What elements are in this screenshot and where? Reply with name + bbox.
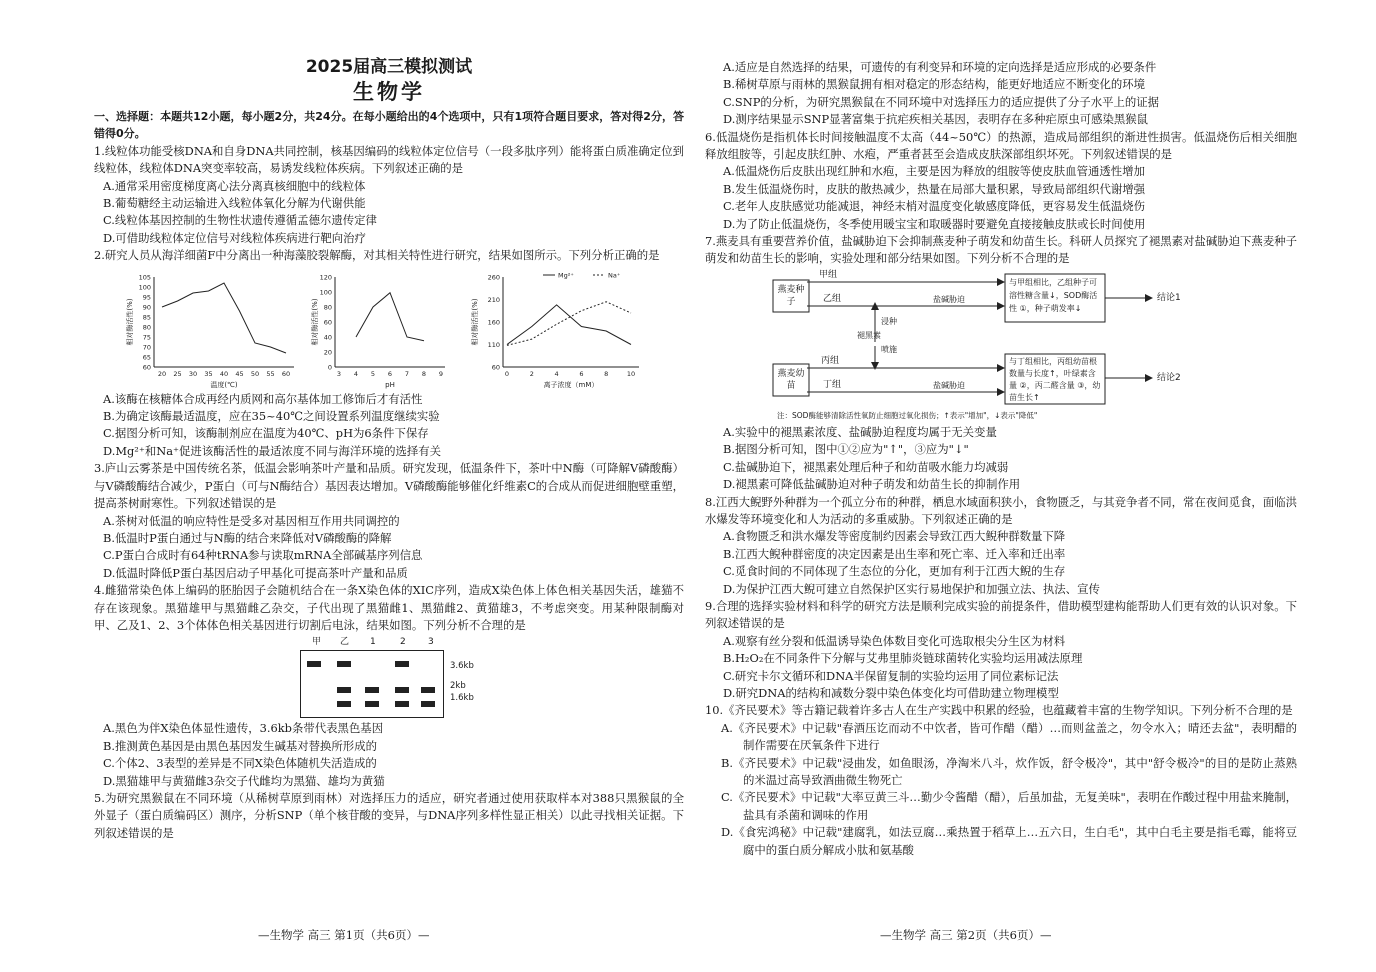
y-tick-label: 75 xyxy=(142,333,151,342)
x-tick-label: 60 xyxy=(281,369,291,378)
x-tick-label: 10 xyxy=(626,369,636,378)
x-tick-label: 7 xyxy=(404,369,410,378)
q7-option-d: D.褪黑素可降低盐碱胁迫对种子萌发和幼苗生长的抑制作用 xyxy=(723,477,1021,492)
left-column xyxy=(94,56,684,842)
lane-label: 甲 xyxy=(312,637,322,648)
conclusion-1: 结论1 xyxy=(1157,292,1181,303)
x-tick-label: 5 xyxy=(370,369,376,378)
q8-option-b: B.江西大鲵种群密度的决定因素是出生率和死亡率、迁入率和迁出率 xyxy=(723,546,1066,561)
x-tick-label: 8 xyxy=(421,369,427,378)
q7-option-a: A.实验中的褪黑素浓度、盐碱胁迫程度均属于无关变量 xyxy=(723,424,997,439)
y-tick-label: 80 xyxy=(142,323,151,332)
x-tick-label: 3 xyxy=(336,369,342,378)
legend-label: Na⁺ xyxy=(608,271,621,280)
y-tick-label: 260 xyxy=(487,273,500,282)
q9-option-d: D.研究DNA的结构和减数分裂中染色体变化均可借助建立物理模型 xyxy=(723,685,1059,700)
q1-option-b: B.葡萄糖经主动运输进入线粒体氧化分解为代谢供能 xyxy=(103,196,366,211)
y-axis-label: 相对酶活性(%) xyxy=(311,298,319,346)
q8-option-a: A.食物匮乏和洪水爆发等密度制约因素会导致江西大鲵种群数量下降 xyxy=(723,529,1066,544)
y-tick-label: 60 xyxy=(491,363,500,372)
q6-option-a: A.低温烧伤后皮肤出现红肿和水疱，主要是因为释放的组胺等使皮肤血管通透性增加 xyxy=(723,164,1145,179)
series-line xyxy=(507,305,631,345)
q5-option-d: D.测序结果显示SNP显著富集于抗疟疾相关基因，表明存在多种疟原虫可感染黑猴鼠 xyxy=(723,112,1149,127)
q5-option-b: B.稀树草原与雨林的黑猴鼠拥有相对稳定的形态结构，能更好地适应不断变化的环境 xyxy=(723,77,1146,92)
gel-box xyxy=(300,650,444,718)
y-tick-label: 110 xyxy=(487,340,500,349)
x-axis-label: 离子浓度（mM） xyxy=(543,380,599,389)
gel-size-label: 2kb xyxy=(450,681,466,692)
q6-stem: 6.低温烧伤是指机体长时间接触温度不太高（44~50℃）的热源，造成局部组织的渐进性损害。低温烧伤后相关细胞释放组胺等，引起皮肤红肿、水疱，严重者甚至会造成皮肤深部组织坏死。下列叙述错误的是 xyxy=(705,129,1297,162)
gel-band xyxy=(395,687,409,693)
q7-option-c: C.盐碱胁迫下，褪黑素处理后种子和幼苗吸水能力均减弱 xyxy=(723,459,1009,474)
q3-option-b: B.低温时P蛋白通过与N酶的结合来降低对V磷酸酶的降解 xyxy=(103,530,392,545)
x-axis-label: 温度(℃) xyxy=(210,380,238,389)
x-tick-label: 2 xyxy=(529,369,534,378)
q10-option-d: D.《食宪鸿秘》中记载"建腐乳，如法豆腐…乘热置于稻草上…五六日，生白毛"，其中白毛主要是指毛霉，能将豆腐中的蛋白质分解成小肽和氨基酸 xyxy=(721,825,1297,857)
seedling-label: 燕麦幼苗 xyxy=(777,368,805,391)
q3-option-d: D.低温时降低P蛋白基因启动子甲基化可提高茶叶产量和品质 xyxy=(103,565,408,580)
y-tick-label: 100 xyxy=(138,283,151,292)
q1-option-d: D.可借助线粒体定位信号对线粒体疾病进行靶向治疗 xyxy=(103,230,366,245)
group-yi: 乙组 xyxy=(823,293,842,304)
x-tick-label: 20 xyxy=(157,369,167,378)
q4-option-b: B.推测黄色基因是由黑色基因发生碱基对替换所形成的 xyxy=(103,738,377,753)
lane-label: 2 xyxy=(400,637,406,648)
y-tick-label: 0 xyxy=(327,363,332,372)
footer-left: —生物学 高三 第1页（共6页）— xyxy=(258,928,430,942)
result-box-2: 与丁组相比，丙组幼苗根数量与长度↑，叶绿素含量 ②，丙二醛含量 ③，幼苗生长↑ xyxy=(1009,356,1101,402)
y-tick-label: 60 xyxy=(323,318,332,327)
q4-stem: 4.雌猫常染色体上编码的胚胎因子会随机结合在一条X染色体的XIC序列，造成X染色体上体色相关基因失活，雄猫不存在该现象。黑猫雄甲与黑猫雌乙杂交，子代出现了黑猫雌1、黑猫雌2、黄猫雄3，不考虑突变。用某种限制酶对甲、乙及1、2、3个体体色相关基因进行切割后电泳，结果如图。下列分析不合理的是 xyxy=(94,583,684,632)
q10-option-c: C.《齐民要术》中记载"大率豆黄三斗…勤少令酱醋（醋），后虽加盐，无复美味"，表明在作酸过程中用盐来腌制，盐具有杀菌和调味的作用 xyxy=(721,790,1297,822)
y-tick-label: 100 xyxy=(319,288,332,297)
gel-size-label: 3.6kb xyxy=(450,661,474,672)
y-axis-label: 相对酶活性(%) xyxy=(126,298,134,346)
page-title: 2025届高三模拟测试 xyxy=(305,57,473,77)
x-tick-label: 8 xyxy=(604,369,609,378)
x-tick-label: 40 xyxy=(219,369,229,378)
series-line xyxy=(507,301,631,345)
x-tick-label: 0 xyxy=(504,369,510,378)
q10-option-a: A.《齐民要术》中记载"春酒压讫而动不中饮者，皆可作醋（醋）…而则盆盖之，勿令水入；晴还去盆"，表明醋的制作需要在厌氧条件下进行 xyxy=(721,720,1297,753)
gel-band xyxy=(337,701,351,707)
x-tick-label: 50 xyxy=(250,369,260,378)
y-tick-label: 160 xyxy=(487,318,500,327)
x-tick-label: 30 xyxy=(188,369,198,378)
series-line xyxy=(162,283,286,353)
q2-figures xyxy=(94,269,684,389)
q2-option-c: C.据图分析可知，该酶制剂应在温度为40℃、pH为6条件下保存 xyxy=(103,426,429,441)
gel-band xyxy=(307,661,321,667)
ph-chart xyxy=(309,269,459,389)
temperature-chart xyxy=(124,269,304,389)
y-tick-label: 85 xyxy=(142,313,151,322)
q2-option-d: D.Mg²⁺和Na⁺促进该酶活性的最适浓度不同与海洋环境的选择有关 xyxy=(103,443,442,458)
q6-option-c: C.老年人皮肤感觉功能减退，神经末梢对温度变化敏感度降低，更容易发生低温烧伤 xyxy=(723,199,1145,214)
q2-stem: 2.研究人员从海洋细菌F中分离出一种海藻胶裂解酶，对其相关特性进行研究，结果如图所示。下列分析正确的是 xyxy=(94,248,660,263)
x-axis-label: pH xyxy=(385,380,395,389)
q9-option-c: C.研究卡尔文循环和DNA半保留复制的实验均运用了同位素标记法 xyxy=(723,668,1059,683)
group-bing: 丙组 xyxy=(821,355,840,366)
melatonin-label: 褪黑素 xyxy=(857,330,881,340)
q3-option-a: A.茶树对低温的响应特性是受多对基因相互作用共同调控的 xyxy=(103,513,400,528)
gel-size-labels xyxy=(450,660,474,704)
gel-lane-labels xyxy=(304,634,444,648)
y-tick-label: 80 xyxy=(323,303,332,312)
q10-stem: 10.《齐民要术》等古籍记载着许多古人在生产实践中积累的经验，也蕴藏着丰富的生物学知识。下列分析不合理的是 xyxy=(705,703,1293,718)
x-tick-label: 4 xyxy=(353,369,359,378)
q7-option-b: B.据图分析可知，图中①②应为"↑"，③应为"↓" xyxy=(723,442,969,457)
q10-option-b: B.《齐民要术》中记载"浸曲发，如鱼眼汤，净淘米八斗，炊作饭，舒令极冷"，其中"舒令极冷"的目的是防止蒸熟的米温过高导致酒曲微生物死亡 xyxy=(721,755,1297,787)
q7-diagram xyxy=(705,268,1297,424)
x-tick-label: 35 xyxy=(204,369,213,378)
salt-stress-label: 盐碱胁迫 xyxy=(933,294,965,304)
q1-option-c: C.线粒体基因控制的生物性状遗传遵循孟德尔遗传定律 xyxy=(103,213,377,228)
y-tick-label: 65 xyxy=(142,353,151,362)
x-tick-label: 25 xyxy=(173,369,182,378)
gel-band xyxy=(337,687,351,693)
salt-stress-label: 盐碱胁迫 xyxy=(933,380,965,390)
lane-label: 1 xyxy=(370,637,376,648)
x-tick-label: 4 xyxy=(554,369,559,378)
q9-option-b: B.H₂O₂在不同条件下分解与艾弗里肺炎链球菌转化实验均运用减法原理 xyxy=(723,651,1083,666)
x-tick-label: 6 xyxy=(387,369,393,378)
ion-chart xyxy=(469,269,649,389)
q3-option-c: C.P蛋白合成时有64种tRNA参与读取mRNA全部碱基序列信息 xyxy=(103,548,423,563)
gel-band xyxy=(421,687,435,693)
right-column xyxy=(705,59,1297,859)
subject-title: 生物学 xyxy=(353,80,425,104)
spray-label: 喷施 xyxy=(881,344,897,354)
footer-right: —生物学 高三 第2页（共6页）— xyxy=(880,928,1052,942)
q1-stem: 1.线粒体功能受核DNA和自身DNA共同控制，核基因编码的线粒体定位信号（一段多肽序列）能将蛋白质准确定位到线粒体，线粒体DNA突变率较高，易诱发线粒体疾病。下列叙述正确的是 xyxy=(94,143,684,176)
q2-option-a: A.该酶在核糖体合成再经内质网和高尔基体加工修饰后才有活性 xyxy=(103,391,423,406)
gel-band xyxy=(395,701,409,707)
q4-option-c: C.个体2、3表型的差异是不同X染色体随机失活造成的 xyxy=(103,756,377,771)
series-line xyxy=(356,292,424,340)
y-tick-label: 120 xyxy=(319,273,332,282)
section-instructions: 一、选择题：本题共12小题，每小题2分，共24分。在每小题给出的4个选项中，只有1项符合题目要求，答对得2分，答错得0分。 xyxy=(94,110,684,141)
x-tick-label: 45 xyxy=(235,369,244,378)
y-axis-label: 相对酶活性(%) xyxy=(471,298,479,346)
q4-gel-figure xyxy=(94,634,684,720)
q4-option-a: A.黑色为伴X染色体显性遗传，3.6kb条带代表黑色基因 xyxy=(103,721,384,736)
gel-band xyxy=(365,701,379,707)
q9-option-a: A.观察有丝分裂和低温诱导染色体数目变化可选取根尖分生区为材料 xyxy=(723,633,1066,648)
y-tick-label: 105 xyxy=(138,273,151,282)
x-tick-label: 6 xyxy=(579,369,584,378)
q9-stem: 9.合理的选择实验材料和科学的研究方法是顺利完成实验的前提条件，借助模型建构能帮助人们更有效的认识对象。下列叙述错误的是 xyxy=(705,598,1297,631)
y-tick-label: 210 xyxy=(487,295,500,304)
y-tick-label: 70 xyxy=(142,343,151,352)
q5-option-c: C.SNP的分析，为研究黑猴鼠在不同环境中对选择压力的适应提供了分子水平上的证据 xyxy=(723,94,1160,109)
diagram-note: 注：SOD酶能够清除活性氧防止细胞过氧化损伤；↑表示"增加"，↓表示"降低" xyxy=(777,410,1038,420)
lane-label: 乙 xyxy=(340,637,350,648)
y-tick-label: 20 xyxy=(323,348,332,357)
q5-option-a: A.适应是自然选择的结果，可遗传的有利变异和环境的定向选择是适应形成的必要条件 xyxy=(723,60,1157,74)
y-tick-label: 90 xyxy=(142,303,151,312)
q2-option-b: B.为确定该酶最适温度，应在35~40℃之间设置系列温度继续实验 xyxy=(103,409,440,424)
soak-label: 浸种 xyxy=(881,316,897,326)
legend-label: Mg²⁺ xyxy=(558,271,574,280)
seed-label: 燕麦种子 xyxy=(777,284,805,307)
gel-band xyxy=(337,661,351,667)
y-tick-label: 60 xyxy=(142,363,151,372)
y-tick-label: 40 xyxy=(323,333,332,342)
q8-option-c: C.觅食时间的不同体现了生态位的分化，更加有利于江西大鲵的生存 xyxy=(723,564,1066,579)
conclusion-2: 结论2 xyxy=(1157,372,1181,383)
group-jia: 甲组 xyxy=(819,269,838,280)
x-tick-label: 55 xyxy=(266,369,275,378)
q8-stem: 8.江西大鲵野外种群为一个孤立分布的种群，栖息水域面积狭小，食物匮乏，与其竞争者不同，常在夜间觅食，面临洪水爆发等环境变化和人为活动的多重威胁。下列叙述正确的是 xyxy=(705,494,1297,526)
gel-band xyxy=(395,661,409,667)
q7-stem: 7.燕麦具有重要营养价值，盐碱胁迫下会抑制燕麦种子萌发和幼苗生长。科研人员探究了褪黑素对盐碱胁迫下燕麦种子萌发和幼苗生长的影响，实验处理和部分结果如图。下列分析不合理的是 xyxy=(705,234,1297,266)
q4-option-d: D.黑猫雄甲与黄猫雌3杂交子代雌均为黑猫、雄均为黄猫 xyxy=(103,773,385,788)
group-ding: 丁组 xyxy=(823,379,842,390)
lane-label: 3 xyxy=(428,637,434,648)
y-tick-label: 95 xyxy=(142,293,151,302)
x-tick-label: 9 xyxy=(438,369,444,378)
q8-option-d: D.为保护江西大鲵可建立自然保护区实行易地保护和加强立法、执法、宣传 xyxy=(723,581,1100,596)
q3-stem: 3.庐山云雾茶是中国传统名茶，低温会影响茶叶产量和品质。研究发现，低温条件下，茶叶中N酶（可降解V磷酸酶）与V磷酸酶结合减少，P蛋白（可与N酶结合）基因表达增加。V磷酸酶能够催化纤维素C的合成从而促进细胞壁重塑，提高茶树耐寒性。下列叙述错误的是 xyxy=(94,461,684,511)
q6-option-b: B.发生低温烧伤时，皮肤的散热减少，热量在局部大量积累，导致局部组织代谢增强 xyxy=(723,181,1146,196)
q6-option-d: D.为了防止低温烧伤，冬季使用暖宝宝和取暖器时要避免直接接触皮肤或长时间使用 xyxy=(723,216,1146,231)
gel-band xyxy=(421,701,435,707)
q1-option-a: A.通常采用密度梯度离心法分离真核细胞中的线粒体 xyxy=(103,178,366,193)
gel-band xyxy=(365,687,379,693)
q5-stem: 5.为研究黑猴鼠在不同环境（从稀树草原到雨林）对选择压力的适应，研究者通过使用获取样本对388只黑猴鼠的全外显子（蛋白质编码区）测序，分析SNP（单个核苷酸的变异，与DNA序列多样性显正相关）以此寻找相关证据。下列叙述错误的是 xyxy=(94,790,684,840)
result-box-1: 与甲组相比，乙组种子可溶性糖含量↓，SOD酶活性 ①，种子萌发率↓ xyxy=(1009,277,1098,313)
gel-size-label: 1.6kb xyxy=(450,693,474,704)
